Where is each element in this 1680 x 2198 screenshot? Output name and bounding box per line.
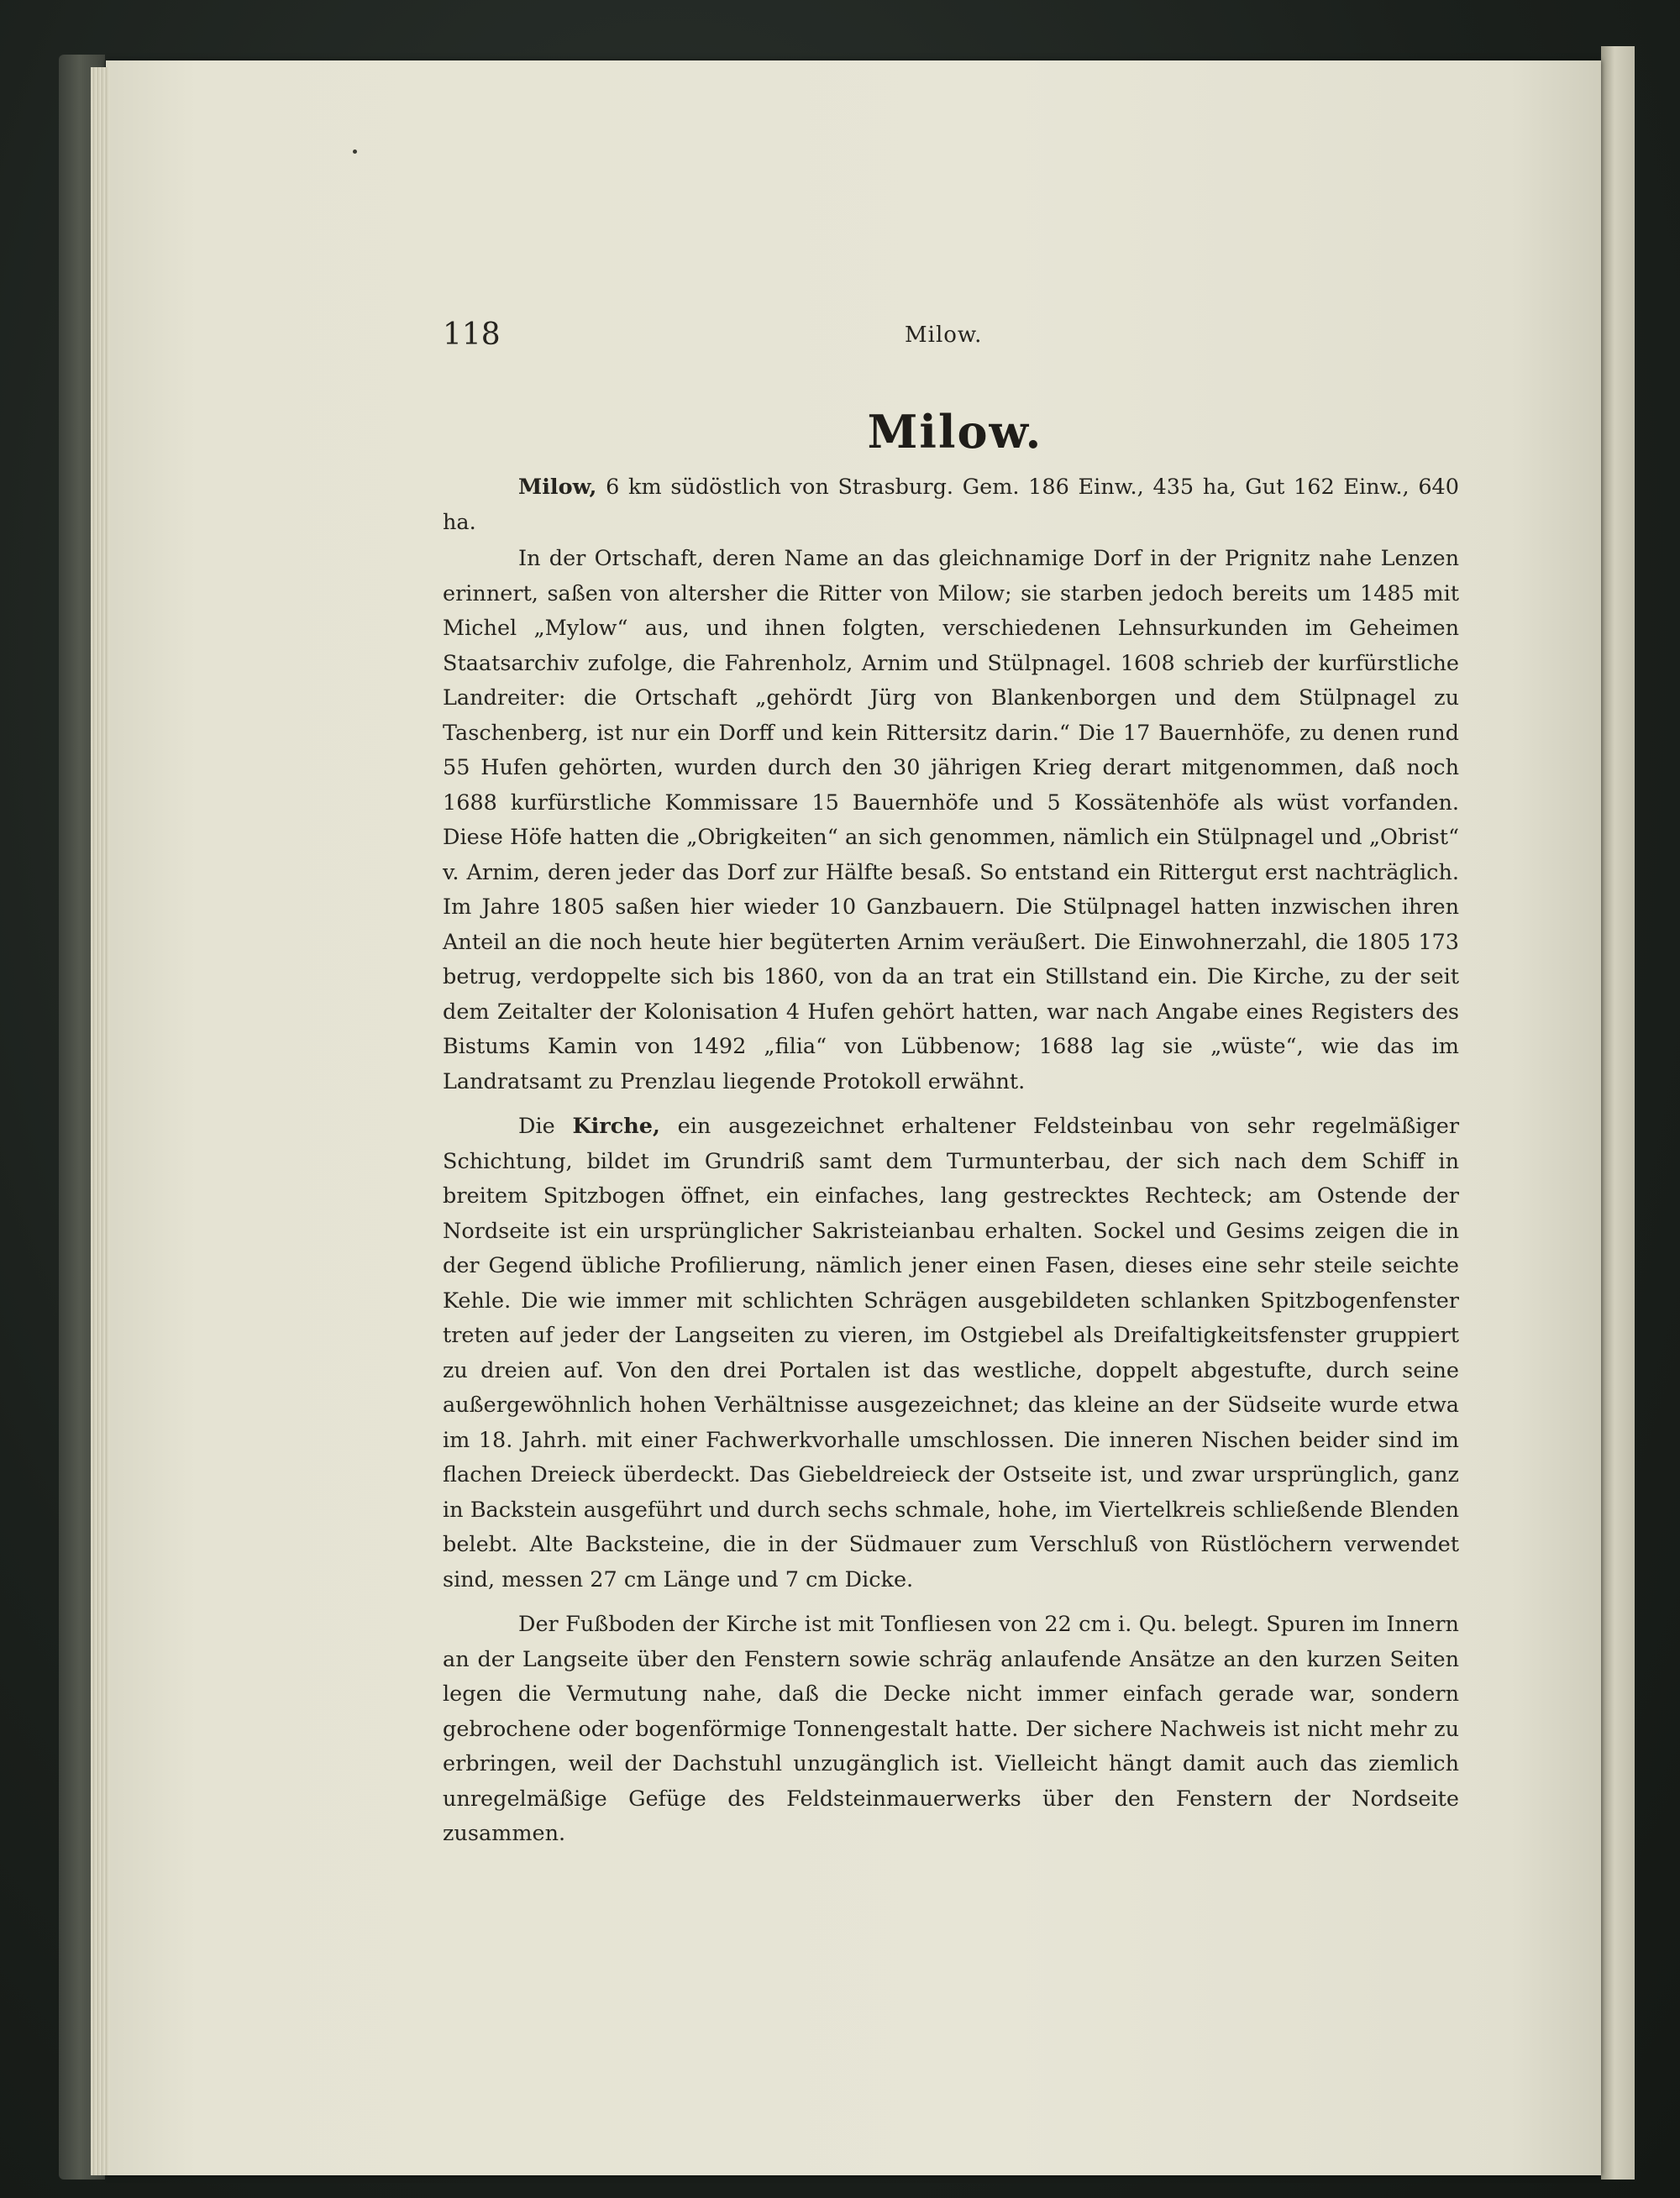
- page-number: 118: [443, 317, 501, 352]
- running-title: Milow.: [905, 323, 983, 348]
- page-stack-edges: [91, 67, 109, 2175]
- scan-speck: [353, 150, 357, 154]
- intro-lead-word: Milow,: [518, 475, 597, 500]
- running-head: [443, 317, 1467, 359]
- history-paragraph: In der Ortschaft, deren Name an das gleichnamige Dorf in der Prignitz nahe Lenzen erinnert, saßen von altersher die Ritter von Milow; sie starben jedoch bereits um 1485 mit Michel „Mylow“ aus, und ihnen folgten, verschiedenen Lehnsurkunden im Geheimen Staatsarchiv zufolge, die Fahrenholz, Arnim und Stülpnagel. 1608 schrieb der kurfürstliche Landreiter: die Ortschaft „gehördt Jürg von Blankenborgen und dem Stülpnagel zu Taschenberg, ist nur ein Dorff und kein Rittersitz darin.“ Die 17 Bauernhöfe, zu denen rund 55 Hufen gehörten, wurden durch den 30 jährigen Krieg derart mitgenommen, daß noch 1688 kurfürstliche Kommissare 15 Bauernhöfe und 5 Kossätenhöfe als wüst vorfanden. Diese Höfe hatten die „Obrigkeiten“ an sich genommen, nämlich ein Stülpnagel und „Obrist“ v. Arnim, deren jeder das Dorf zur Hälfte besaß. So entstand ein Rittergut erst nachträglich. Im Jahre 1805 saßen hier wieder 10 Ganzbauern. Die Stülpnagel hatten inzwischen ihren Anteil an die noch heute hier begüterten Arnim veräußert. Die Einwohnerzahl, die 1805 173 betrug, verdoppelte sich bis 1860, von da an trat ein Stillstand ein. Die Kirche, zu der seit dem Zeitalter der Kolonisation 4 Hufen gehört hatten, war nach Angabe eines Registers des Bistums Kamin von 1492 „filia“ von Lübbenow; 1688 lag sie „wüste“, wie das im Landratsamt zu Prenzlau liegende Protokoll erwähnt.: [443, 546, 1459, 1094]
- intro-text: 6 km südöstlich von Strasburg. Gem. 186 Einw., 435 ha, Gut 162 Einw., 640 ha.: [443, 475, 1459, 535]
- facing-page-edge: [1601, 46, 1635, 2180]
- church-paragraph: [443, 1109, 1459, 1597]
- intro-paragraph: [443, 470, 1459, 540]
- floor-paragraph: Der Fußboden der Kirche ist mit Tonfliesen von 22 cm i. Qu. belegt. Spuren im Innern an der Langseite über den Fenstern sowie schräg anlaufende Ansätze an den kurzen Seiten legen die Vermutung nahe, daß die Decke nicht immer einfach gerade war, sondern gebrochene oder bogenförmige Tonnengestalt hatte. Der sichere Nachweis ist nicht mehr zu erbringen, weil der Dachstuhl unzugänglich ist. Vielleicht hängt damit auch das ziemlich unregelmäßige Gefüge des Feldsteinmauerwerks über den Fenstern der Nordseite zusammen.: [443, 1612, 1459, 1846]
- church-lead-prefix: Die: [518, 1114, 573, 1139]
- church-lead-word: Kirche,: [572, 1114, 660, 1139]
- article-body: [443, 470, 1459, 1854]
- article-title: Milow.: [867, 405, 1043, 459]
- church-text: ein ausgezeichnet erhaltener Feldsteinbau von sehr regelmäßiger Schichtung, bildet im Grundriß samt dem Turmunterbau, der sich nach dem Schiff in breitem Spitzbogen öffnet, ein einfaches, lang gestrecktes Rechteck; am Ostende der Nordseite ist ein ursprünglicher Sakristeianbau erhalten. Sockel und Gesims zeigen die in der Gegend übliche Profilierung, nämlich jener einen Fasen, dieses eine sehr steile seichte Kehle. Die wie immer mit schlichten Schrägen ausgebildeten schlanken Spitzbogenfenster treten auf jeder der Langseiten zu vieren, im Ostgiebel als Dreifaltigkeitsfenster gruppiert zu dreien auf. Von den drei Portalen ist das westliche, doppelt abgestufte, durch seine außergewöhnlich hohen Verhältnisse ausgezeichnet; das kleine an der Südseite wurde etwa im 18. Jahrh. mit einer Fachwerkvorhalle umschlossen. Die inneren Nischen beider sind im flachen Dreieck überdeckt. Das Giebeldreieck der Ostseite ist, und zwar ursprünglich, ganz in Backstein ausgeführt und durch sechs schmale, hohe, im Viertelkreis schließende Blenden belebt. Alte Backsteine, die in der Südmauer zum Verschluß von Rüstlöchern verwendet sind, messen 27 cm Länge und 7 cm Dicke.: [443, 1114, 1460, 1592]
